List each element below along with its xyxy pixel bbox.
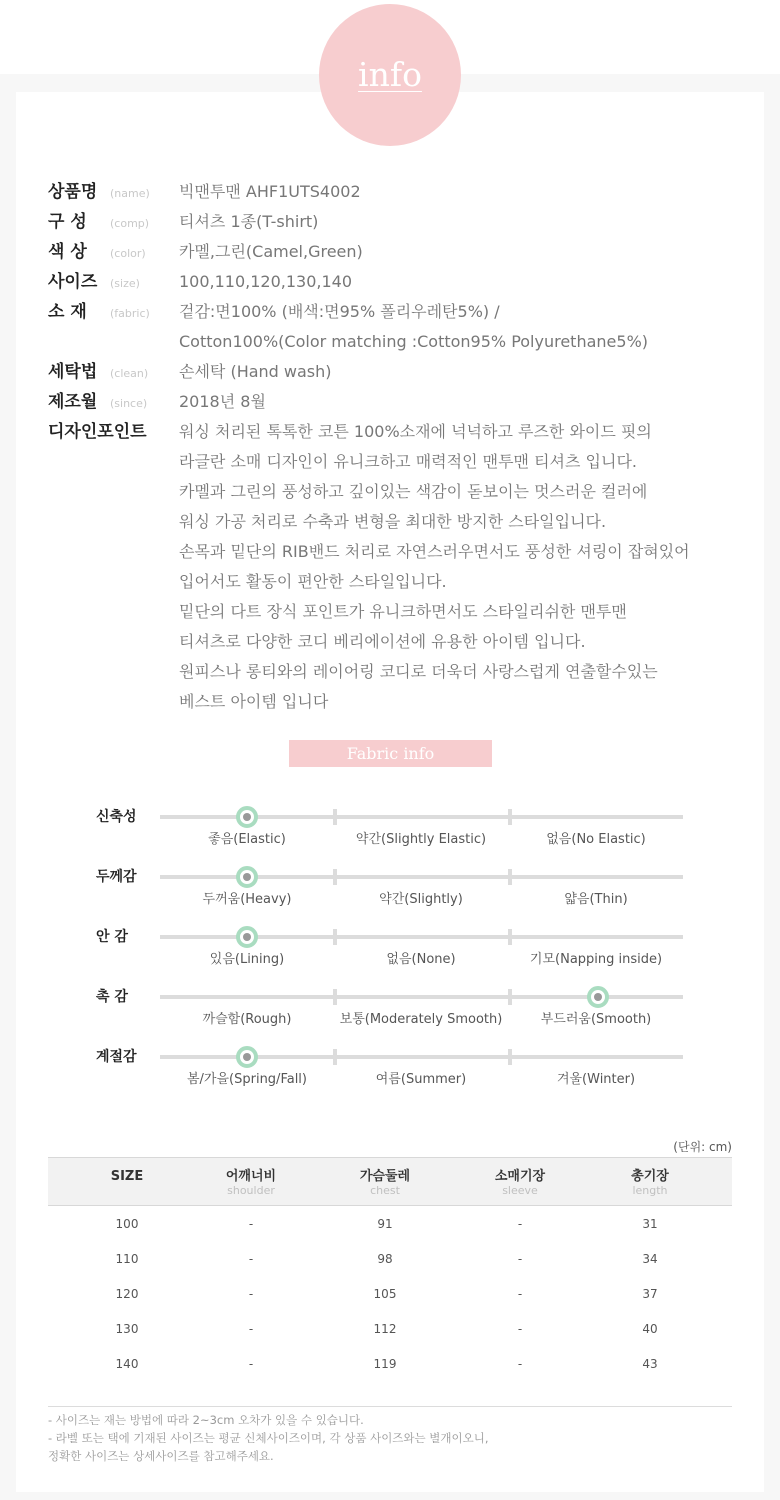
table-cell: - [517,1252,523,1266]
fabric-scale-tick [333,869,337,885]
fabric-scale-tick [508,869,512,885]
fabric-option: 좋음(Elastic) [208,832,286,847]
info-label-en: (clean) [110,367,149,380]
info-row [48,267,140,297]
table-cell: 31 [642,1217,658,1231]
info-label: 세탁법 [48,362,98,382]
unit-label: (단위: cm) [673,1140,732,1154]
fabric-scale-label: 두께감 [96,869,137,885]
fabric-scale-label: 촉 감 [96,989,128,1005]
design-point-line: 밑단의 다트 장식 포인트가 유니크하면서도 스타일리쉬한 맨투맨 [179,602,627,621]
table-cell: - [248,1322,254,1336]
size-table-header [48,1157,732,1206]
design-point-line: 원피스나 롱티와의 레이어링 코디로 더욱더 사랑스럽게 연출할수있는 [179,662,658,681]
table-cell: - [248,1252,254,1266]
table-cell: - [248,1357,254,1371]
fabric-scale-tick [333,1049,337,1065]
info-label: 제조월 [48,392,98,412]
fabric-selected-marker [236,926,258,948]
header-ko: SIZE [110,1169,144,1184]
info-label: 소 재 [48,302,87,322]
design-point-line: 카멜과 그린의 풍성하고 깊이있는 색감이 돋보이는 멋스러운 컬러에 [179,482,648,501]
header-en: length [632,1184,668,1197]
fabric-option: 없음(None) [386,952,456,967]
fabric-option: 약간(Slightly) [379,892,463,907]
fabric-option: 부드러움(Smooth) [540,1012,652,1027]
design-point-line: 입어서도 활동이 편안한 스타일입니다. [179,572,447,591]
table-header-cell [455,1170,585,1198]
fabric-option: 없음(No Elastic) [546,832,646,847]
fabric-option: 까슬함(Rough) [202,1012,292,1027]
header-ko: 어깨너비 [225,1169,277,1184]
info-label: 색 상 [48,242,87,262]
info-value: 카멜,그린(Camel,Green) [179,242,363,261]
info-row [48,387,147,417]
fabric-option: 얇음(Thin) [564,892,628,907]
design-point-line: 티셔츠로 다양한 코디 베리에이션에 유용한 아이템 입니다. [179,632,586,651]
fabric-scale-tick [508,1049,512,1065]
fabric-selected-marker [236,1046,258,1068]
info-value: 2018년 8월 [179,392,266,411]
table-header-cell [320,1170,450,1198]
design-point-line: 워싱 가공 처리로 수축과 변형을 최대한 방지한 스타일입니다. [179,512,607,531]
table-header-cell [585,1170,715,1198]
fabric-selected-marker [587,986,609,1008]
fabric-scale-tick [333,929,337,945]
info-badge [319,4,461,146]
note-line: 정확한 사이즈는 상세사이즈를 참고해주세요. [48,1449,274,1463]
table-cell: 100 [115,1217,139,1231]
table-cell: 98 [377,1252,393,1266]
info-value: Cotton100%(Color matching :Cotton95% Polyurethane5%) [179,332,649,351]
info-value: 티셔츠 1종(T-shirt) [179,212,319,231]
table-cell: 43 [642,1357,658,1371]
table-cell: 40 [642,1322,658,1336]
fabric-info-title: Fabric info [289,740,492,767]
info-label: 상품명 [48,182,98,202]
fabric-scale-label: 신축성 [96,809,137,825]
fabric-scale-label: 계절감 [96,1049,137,1065]
table-header-cell [186,1170,316,1198]
table-cell: 110 [115,1252,139,1266]
design-point-line: 손목과 밑단의 RIB밴드 처리로 자연스러우면서도 풍성한 셔링이 잡혀있어 [179,542,690,561]
fabric-selected-marker [236,806,258,828]
fabric-option: 겨울(Winter) [556,1072,636,1087]
table-cell: 119 [373,1357,397,1371]
design-point-label-text: 디자인포인트 [48,422,147,442]
info-row [48,177,150,207]
fabric-option: 봄/가을(Spring/Fall) [186,1072,307,1087]
divider [48,1406,732,1407]
table-cell: 120 [115,1287,139,1301]
info-label-en: (size) [110,277,140,290]
info-value: 빅맨투맨 AHF1UTS4002 [179,182,361,201]
info-label-en: (comp) [110,217,150,230]
fabric-scale-label: 안 감 [96,929,128,945]
fabric-option: 기모(Napping inside) [529,952,663,967]
table-cell: 112 [373,1322,397,1336]
info-label-en: (fabric) [110,307,150,320]
table-cell: 105 [373,1287,397,1301]
info-label-en: (color) [110,247,146,260]
table-cell: - [248,1217,254,1231]
fabric-option: 여름(Summer) [375,1072,467,1087]
header-ko: 소매기장 [494,1169,546,1184]
table-cell: - [517,1357,523,1371]
design-point-line: 라글란 소매 디자인이 유니크하고 매력적인 맨투맨 티셔츠 입니다. [179,452,638,471]
table-cell: 91 [377,1217,393,1231]
info-value: 겉감:면100% (배색:면95% 폴리우레탄5%) / [179,302,500,321]
info-label: 구 성 [48,212,87,232]
fabric-scale-tick [508,989,512,1005]
note-line: - 사이즈는 재는 방법에 따라 2~3cm 오차가 있을 수 있습니다. [48,1413,364,1427]
table-cell: 140 [115,1357,139,1371]
info-label-en: (since) [110,397,148,410]
info-label: 사이즈 [48,272,98,292]
table-cell: 34 [642,1252,658,1266]
design-point-line: 베스트 아이템 입니다 [179,692,329,711]
fabric-option: 보통(Moderately Smooth) [339,1012,503,1027]
header-en: chest [370,1184,400,1197]
info-row [48,207,149,237]
table-cell: 130 [115,1322,139,1336]
table-cell: - [517,1287,523,1301]
fabric-scale-tick [508,809,512,825]
info-row [48,327,110,357]
info-value: 손세탁 (Hand wash) [179,362,332,381]
header-ko: 총기장 [631,1169,669,1184]
table-header-cell [62,1170,192,1184]
header-en: sleeve [502,1184,538,1197]
fabric-scale-tick [508,929,512,945]
fabric-option: 두꺼움(Heavy) [202,892,292,907]
design-point-line: 워싱 처리된 톡톡한 코튼 100%소재에 넉넉하고 루즈한 와이드 핏의 [179,422,652,441]
table-cell: - [517,1217,523,1231]
table-cell: 37 [642,1287,658,1301]
fabric-option: 있음(Lining) [209,952,285,967]
header-en: shoulder [227,1184,275,1197]
fabric-scale-tick [333,989,337,1005]
info-label-en: (name) [110,187,150,200]
info-value: 100,110,120,130,140 [179,272,353,291]
design-point-label [48,417,147,447]
info-row [48,357,148,387]
fabric-selected-marker [236,866,258,888]
table-cell: - [517,1322,523,1336]
info-badge-text: info [358,55,422,94]
table-cell: - [248,1287,254,1301]
info-row [48,297,150,327]
fabric-option: 약간(Slightly Elastic) [355,832,487,847]
info-row [48,237,146,267]
header-ko: 가슴둘레 [359,1169,411,1184]
note-line: - 라벨 또는 택에 기재된 사이즈는 평균 신체사이즈이며, 각 상품 사이즈와는 별개이오니, [48,1431,489,1445]
fabric-scale-tick [333,809,337,825]
